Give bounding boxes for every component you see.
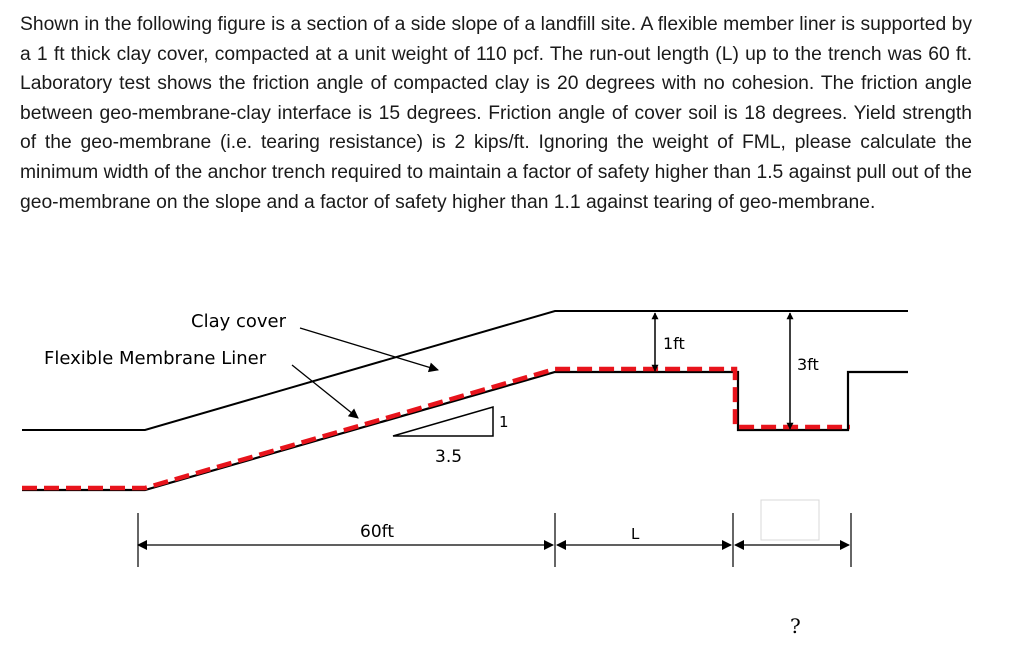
problem-statement: Shown in the following figure is a section of a side slope of a landfill site. A flexible member liner is supported by a 1 ft thick clay cover, compacted at a unit weight of 110 pcf. The run-out length (L) up to the trench was 60 ft. Laboratory test shows the friction angle of compacted clay is 20 degrees with no cohesion. The friction angle between geo-membrane-clay interface is 15 degrees. Friction angle of cover soil is 18 degrees. Yield strength of the geo-membrane (i.e. tearing resistance) is 2 kips/ft. Ignoring the weight of FML, please calculate the minimum width of the anchor trench required to maintain a factor of safety higher than 1.5 against pull out of the geo-membrane on the slope and a factor of safety higher than 1.1 against tearing of geo-membrane. xyxy=(20,14,972,213)
slope-run-label: 3.5 xyxy=(435,447,463,467)
clay-cover-label: Clay cover xyxy=(191,311,287,332)
liner-leader xyxy=(292,365,358,418)
trench-width-question-label: ? xyxy=(790,614,801,638)
liner-label: Flexible Membrane Liner xyxy=(44,348,267,369)
ground-and-trench-line xyxy=(22,372,908,490)
membrane-liner-line xyxy=(22,369,850,488)
slope-length-label: 60ft xyxy=(360,522,394,542)
runout-label: L xyxy=(631,525,640,543)
clay-cover-surface-line xyxy=(22,311,908,430)
clay-cover-leader xyxy=(300,328,438,370)
trench-width-blank-box xyxy=(761,500,819,540)
trench-depth-label: 3ft xyxy=(797,355,819,374)
cover-thickness-label: 1ft xyxy=(663,334,685,353)
slope-rise-label: 1 xyxy=(499,413,509,431)
